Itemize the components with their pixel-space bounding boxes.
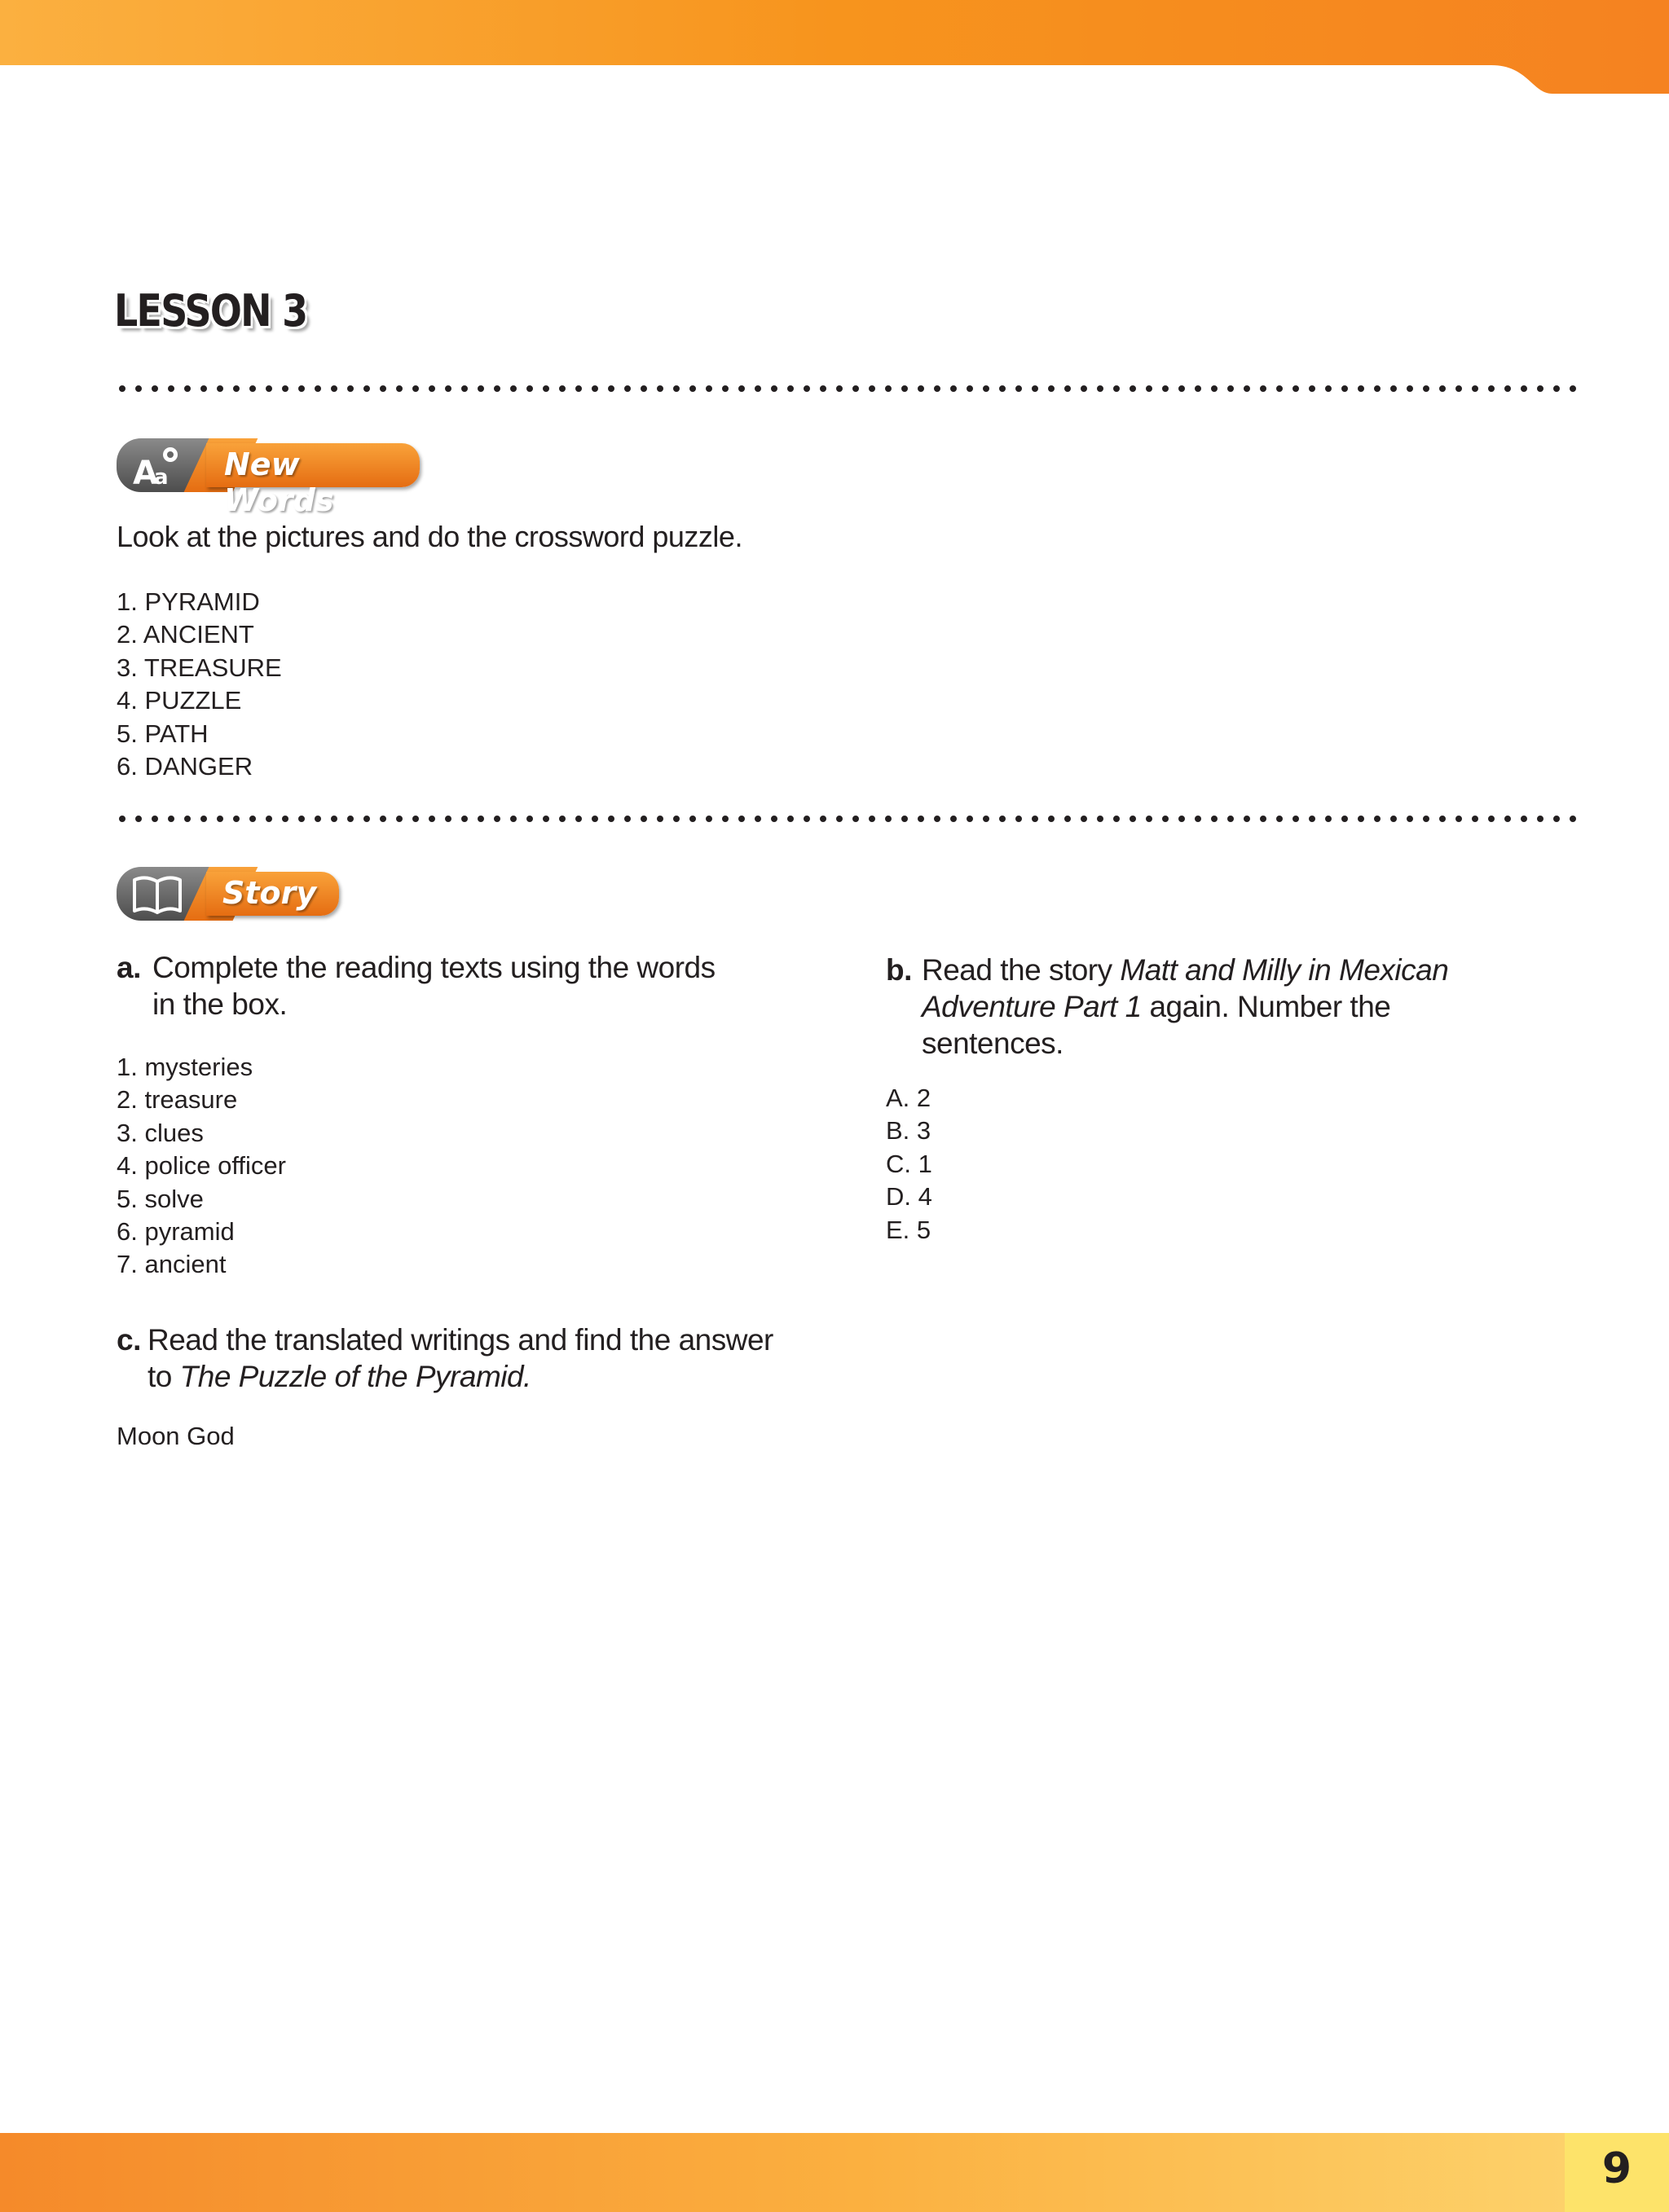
- dotted-divider: [117, 383, 1593, 394]
- list-item: 6. pyramid: [117, 1216, 235, 1246]
- question-b-heading: [886, 952, 1538, 1062]
- list-item: A. 2: [886, 1084, 931, 1112]
- question-a-answer-list: [117, 1051, 286, 1282]
- list-item: 5. solve: [117, 1184, 204, 1213]
- list-item: 1. PYRAMID: [117, 587, 260, 616]
- svg-text:a: a: [154, 465, 169, 489]
- question-letter: a.: [117, 951, 141, 984]
- new-words-badge: [117, 438, 420, 518]
- question-b-answer-list: [886, 1082, 932, 1247]
- svg-text:A: A: [133, 455, 158, 489]
- list-item: D. 4: [886, 1182, 932, 1212]
- question-a-line1: Complete the reading texts using the words: [152, 951, 716, 984]
- list-item: 3. clues: [117, 1118, 204, 1147]
- list-item: C. 1: [886, 1149, 932, 1178]
- dotted-divider: [117, 813, 1593, 825]
- new-words-instruction: Look at the pictures and do the crossword puzzle.: [117, 520, 742, 553]
- list-item: 6. DANGER: [117, 751, 253, 781]
- story-badge: [117, 867, 339, 921]
- list-item: E. 5: [886, 1215, 931, 1244]
- question-c-line2: to The Puzzle of the Pyramid.: [148, 1360, 531, 1393]
- list-item: 2. treasure: [117, 1085, 238, 1115]
- question-c-line1: Read the translated writings and find the answer: [148, 1323, 773, 1357]
- question-b-line2: Adventure Part 1 again. Number the: [922, 990, 1391, 1023]
- question-b-line1: Read the story Matt and Milly in Mexican: [922, 953, 1449, 987]
- question-b-line3: sentences.: [922, 1027, 1063, 1060]
- story-label: Story: [222, 875, 317, 911]
- question-letter: b.: [886, 953, 912, 987]
- bottom-banner: [0, 2133, 1565, 2212]
- story-title-part1: Matt and Milly in Mexican: [1120, 953, 1449, 987]
- story-title-part2: Adventure Part 1: [922, 990, 1142, 1023]
- new-words-answer-list: [117, 586, 282, 783]
- list-item: 3. TREASURE: [117, 653, 282, 682]
- list-item: 7. ancient: [117, 1250, 227, 1279]
- question-c-answer: Moon God: [117, 1422, 235, 1450]
- puzzle-title: The Puzzle of the Pyramid.: [179, 1360, 531, 1393]
- lesson-title: LESSON 3: [114, 285, 307, 336]
- new-words-label: New Words: [224, 446, 334, 518]
- question-a-line2: in the box.: [152, 987, 288, 1021]
- letters-aa-icon: [130, 443, 187, 493]
- list-item: 5. PATH: [117, 719, 209, 748]
- question-a-heading: [117, 949, 785, 1022]
- list-item: B. 3: [886, 1116, 931, 1146]
- list-item: 4. PUZZLE: [117, 686, 242, 715]
- page-number: 9: [1601, 2144, 1632, 2193]
- question-c-heading: [117, 1321, 834, 1395]
- list-item: 4. police officer: [117, 1151, 286, 1181]
- page-number-box: [1565, 2133, 1669, 2212]
- open-book-icon: [130, 872, 187, 921]
- list-item: 2. ANCIENT: [117, 620, 254, 649]
- list-item: 1. mysteries: [117, 1053, 253, 1081]
- question-letter: c.: [117, 1323, 141, 1357]
- top-banner: [0, 0, 1669, 94]
